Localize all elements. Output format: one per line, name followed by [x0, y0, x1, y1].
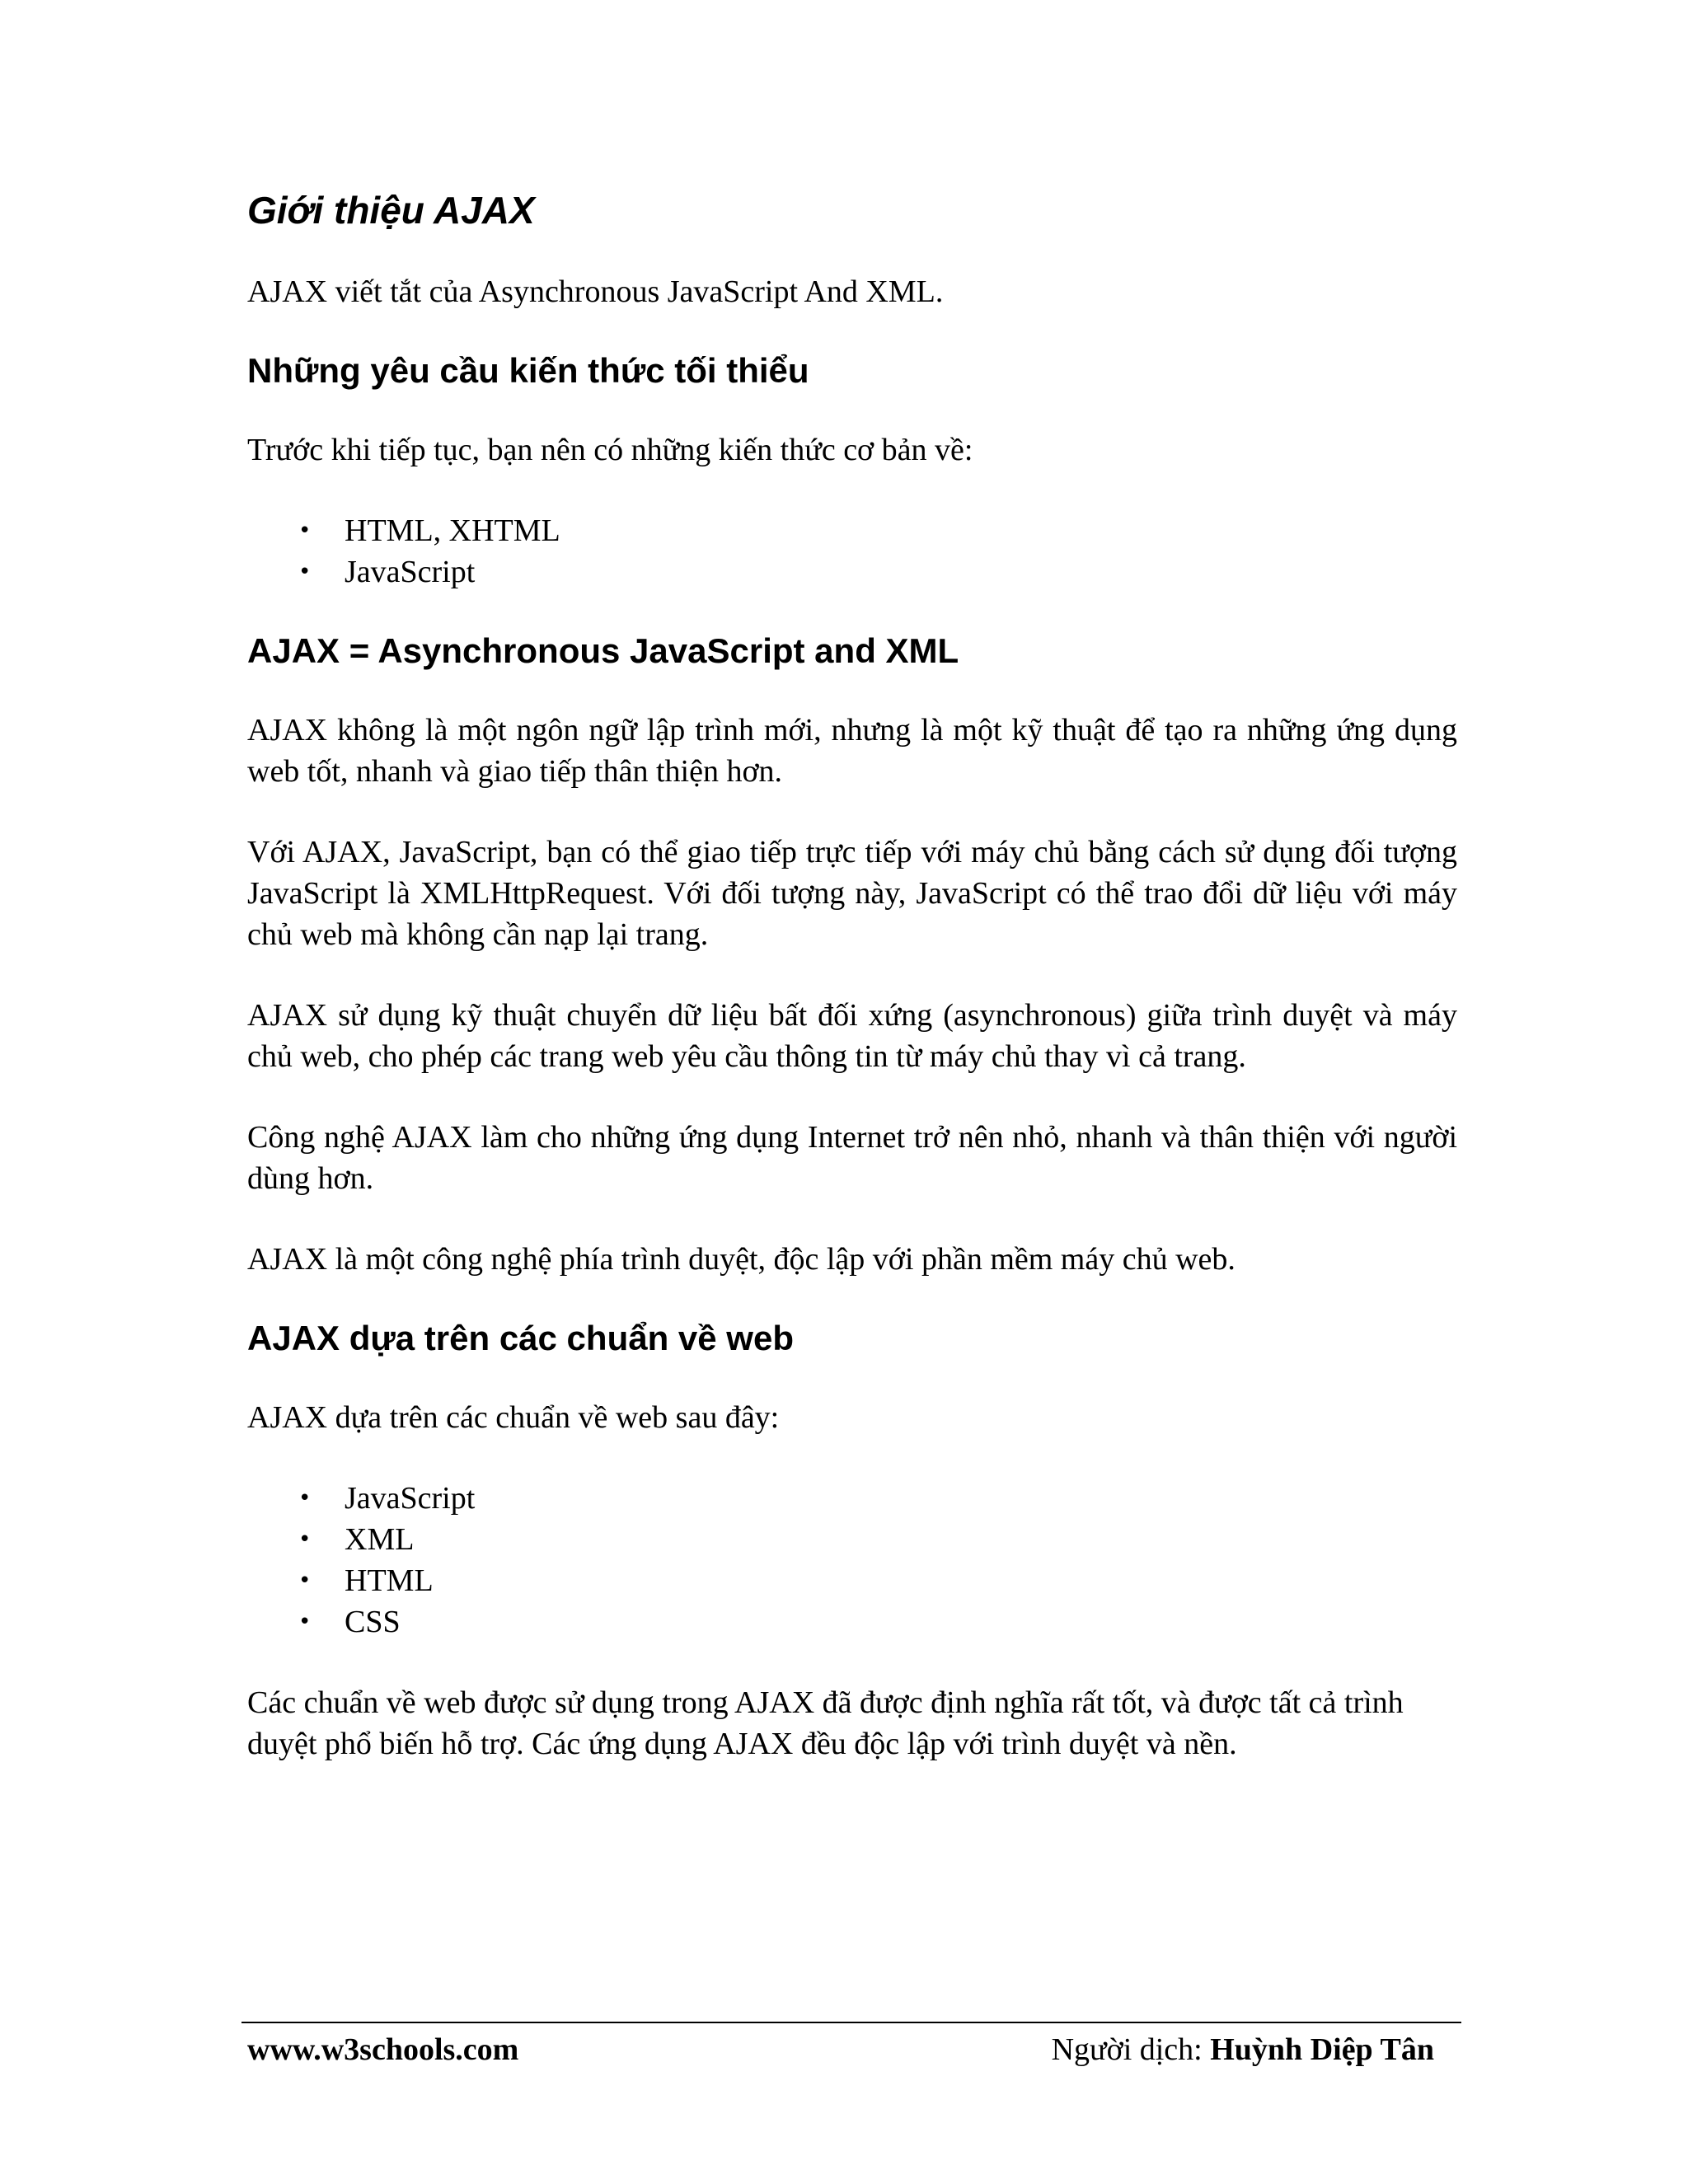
footer-website: www.w3schools.com: [247, 2032, 519, 2067]
bullet-icon: •: [298, 1527, 312, 1553]
standards-list: [247, 1478, 1457, 1643]
section-heading-web-standards: AJAX dựa trên các chuẩn về web: [247, 1318, 794, 1357]
body-paragraph: AJAX sử dụng kỹ thuật chuyển dữ liệu bất đối xứng (asynchronous) giữa trình duyệt và máy chủ web, cho phép các trang web yêu cầu thông tin từ máy chủ thay vì cả trang.: [247, 997, 1457, 1074]
list-item: [247, 510, 1457, 551]
closing-paragraph: Các chuẩn về web được sử dụng trong AJAX đã được định nghĩa rất tốt, và được tất cả trình duyệt phổ biến hỗ trợ. Các ứng dụng AJAX đều độc lập với trình duyệt và nền.: [247, 1685, 1404, 1762]
list-item-text: CSS: [345, 1605, 401, 1640]
body-paragraph: Công nghệ AJAX làm cho những ứng dụng Internet trở nên nhỏ, nhanh và thân thiện với người dùng hơn.: [247, 1119, 1457, 1196]
section-heading-ajax-definition: AJAX = Asynchronous JavaScript and XML: [247, 630, 959, 670]
standards-paragraph: AJAX dựa trên các chuẩn về web sau đây:: [247, 1400, 780, 1436]
body-paragraph: AJAX là một công nghệ phía trình duyệt, độc lập với phần mềm máy chủ web.: [247, 1241, 1236, 1277]
bullet-icon: •: [298, 1486, 312, 1511]
footer-translator: [1052, 2029, 1434, 2070]
prerequisites-paragraph: Trước khi tiếp tục, bạn nên có những kiến thức cơ bản về:: [247, 432, 973, 467]
body-paragraph: Với AJAX, JavaScript, bạn có thể giao tiếp trực tiếp với máy chủ bằng cách sử dụng đối tượng JavaScript là XMLHttpRequest. Với đối tượng này, JavaScript có thể trao đổi dữ liệu với máy chủ web mà không cần nạp lại trang.: [247, 834, 1457, 952]
list-item: [247, 551, 1457, 593]
list-item: [247, 1560, 1457, 1601]
bullet-icon: •: [298, 1610, 312, 1635]
page-content: [247, 190, 1457, 1804]
bullet-icon: •: [298, 518, 312, 543]
bullet-icon: •: [298, 1568, 312, 1594]
intro-paragraph: AJAX viết tắt của Asynchronous JavaScript And XML.: [247, 274, 944, 309]
footer-divider: [241, 2022, 1461, 2023]
list-item-text: JavaScript: [345, 1481, 476, 1516]
list-item-text: HTML, XHTML: [345, 513, 560, 548]
list-item-text: JavaScript: [345, 554, 476, 589]
list-item: [247, 1519, 1457, 1560]
list-item-text: XML: [345, 1522, 415, 1558]
translator-label: Người dịch:: [1051, 2032, 1203, 2067]
list-item: [247, 1601, 1457, 1643]
bullet-icon: •: [298, 559, 312, 584]
list-item-text: HTML: [345, 1563, 434, 1599]
page-title: Giới thiệu AJAX: [247, 189, 535, 232]
page-footer: [247, 2029, 1434, 2070]
section-heading-prerequisites: Những yêu cầu kiến thức tối thiểu: [247, 350, 809, 390]
list-item: [247, 1478, 1457, 1519]
prerequisites-list: [247, 510, 1457, 593]
translator-name: Huỳnh Diệp Tân: [1210, 2032, 1434, 2067]
body-paragraph: AJAX không là một ngôn ngữ lập trình mới, nhưng là một kỹ thuật để tạo ra những ứng dụng web tốt, nhanh và giao tiếp thân thiện hơn.: [247, 712, 1457, 789]
